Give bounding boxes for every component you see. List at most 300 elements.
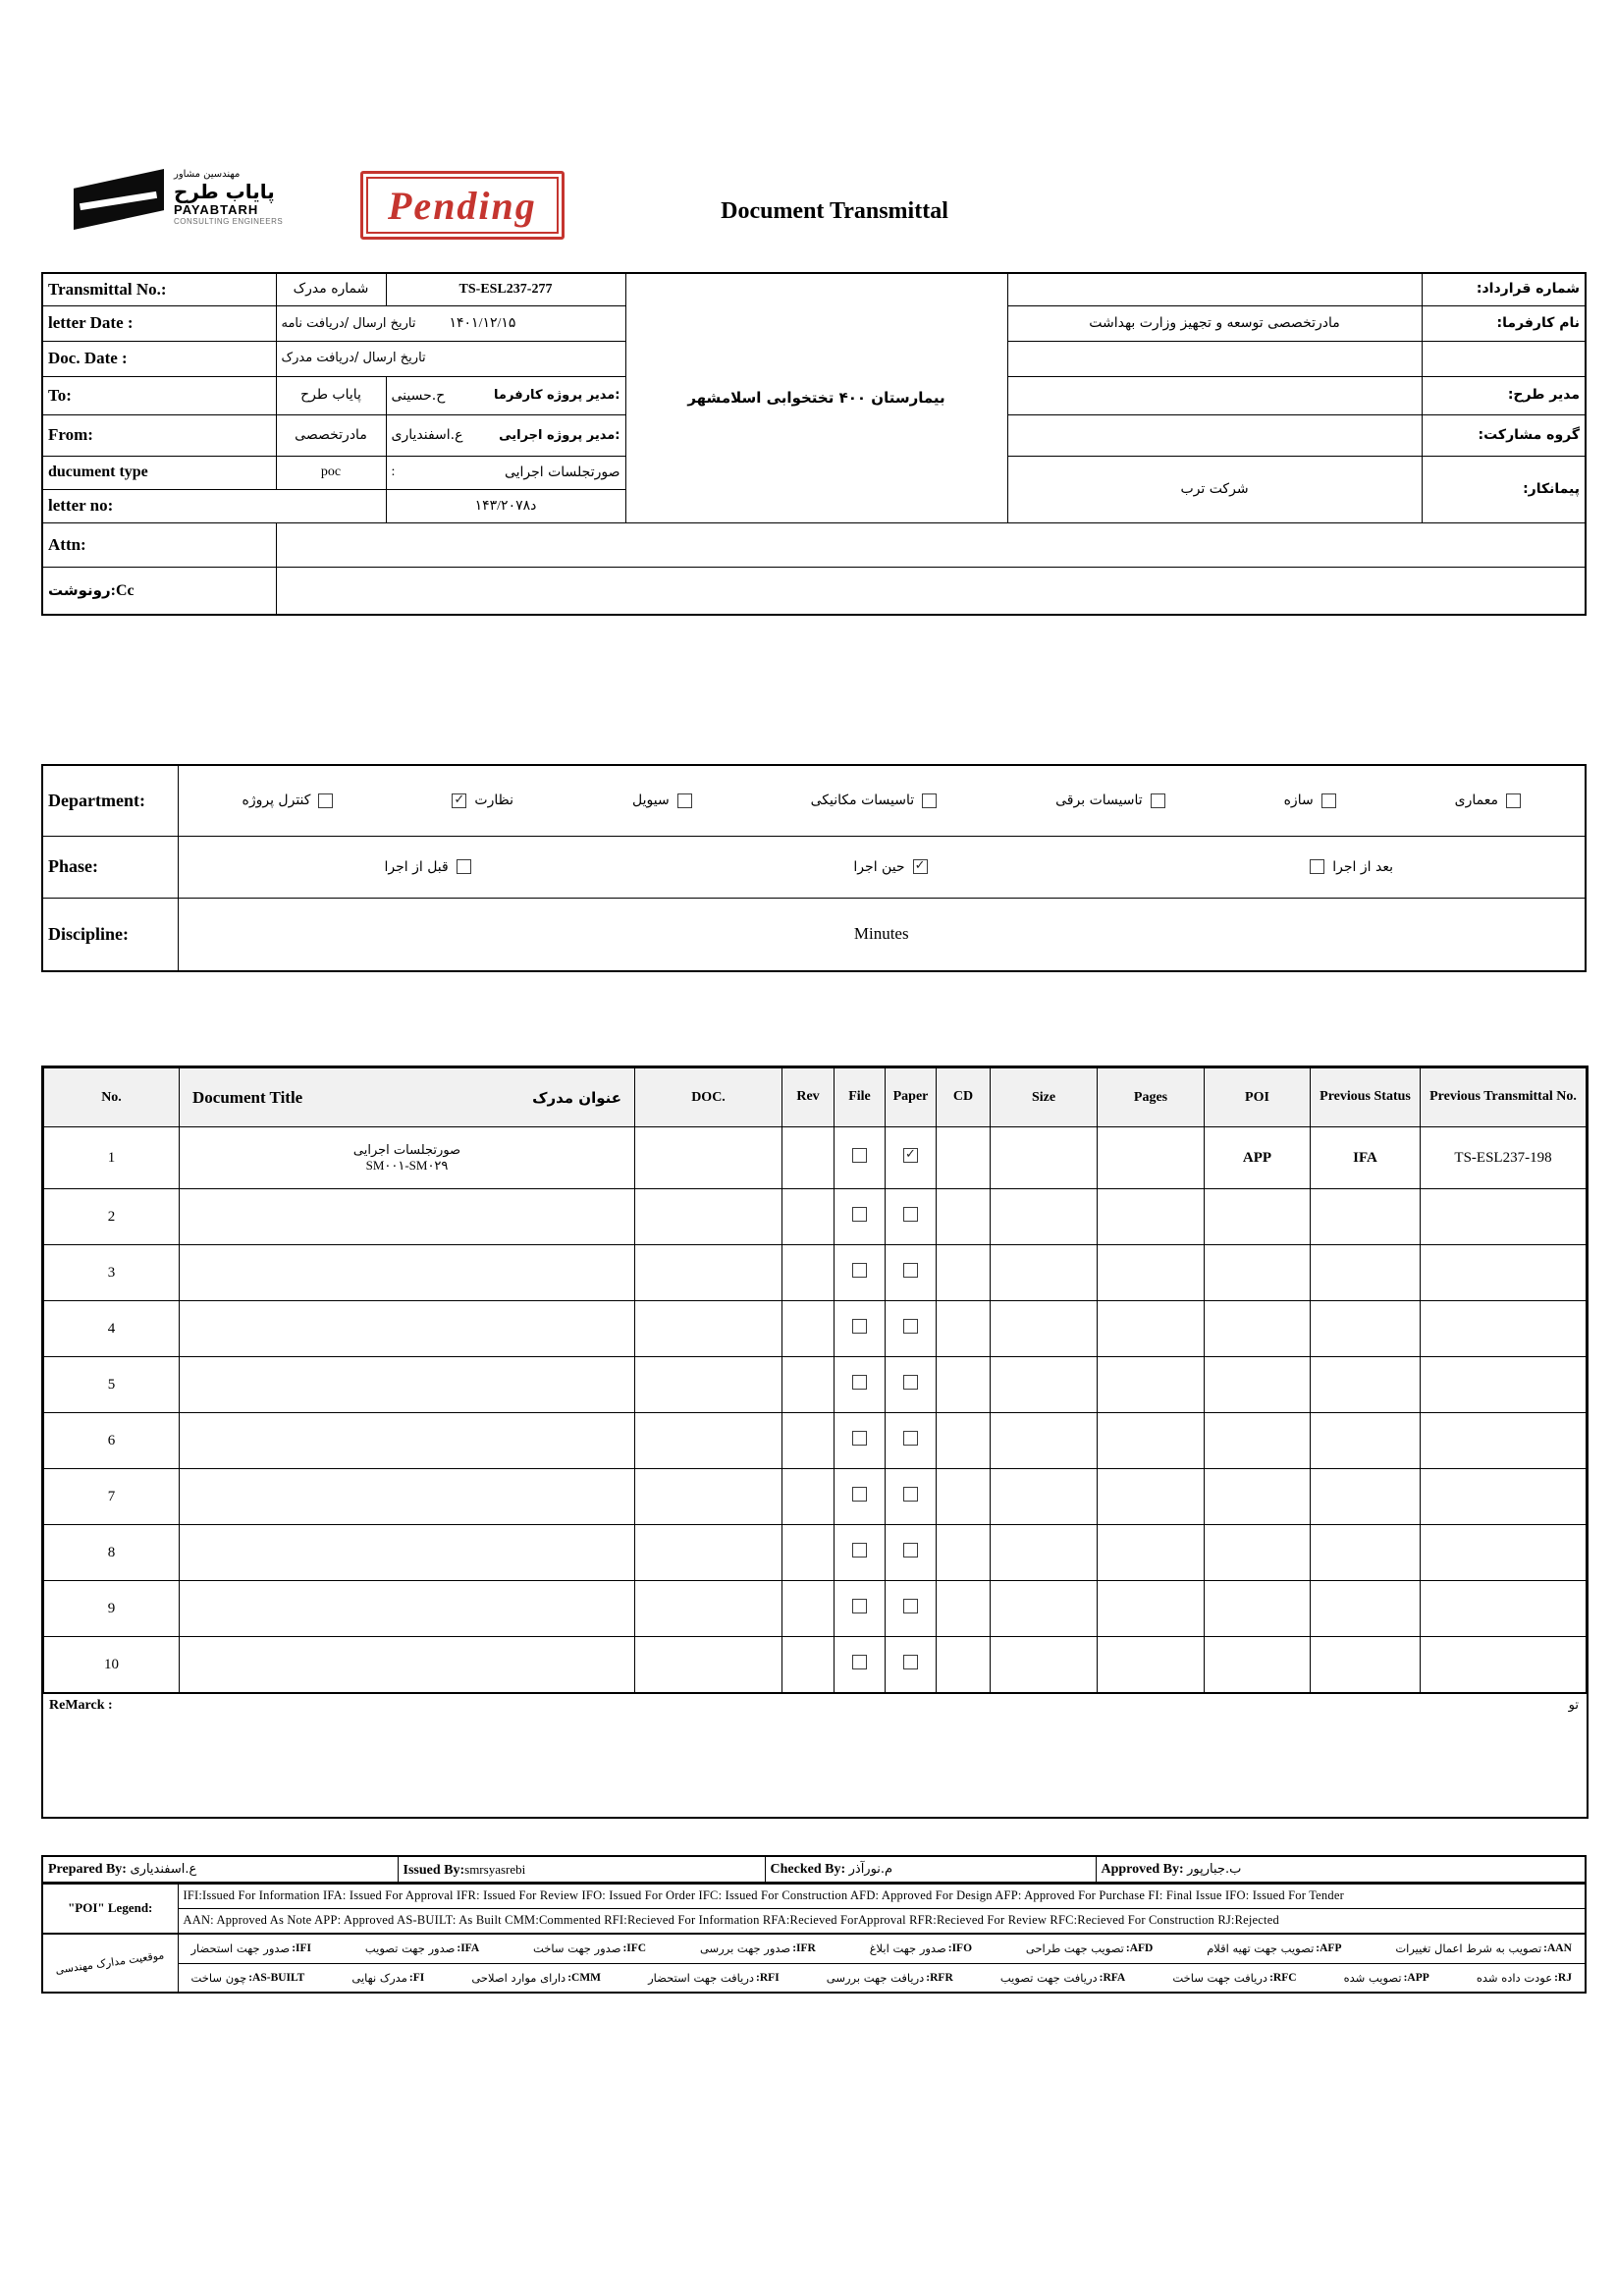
department-checkbox[interactable] bbox=[1506, 793, 1521, 808]
department-checkbox[interactable] bbox=[1321, 793, 1336, 808]
legend-entry-code: :IFC bbox=[622, 1942, 647, 1955]
legend-entry-code: :AFD bbox=[1125, 1942, 1154, 1955]
file-checkbox[interactable] bbox=[852, 1543, 867, 1558]
cell-prev-status bbox=[1311, 1581, 1421, 1637]
letter-date-cell bbox=[276, 305, 625, 341]
cell-title bbox=[180, 1413, 635, 1469]
legend-entry-cmm bbox=[471, 1971, 601, 1985]
phase-options-cell bbox=[178, 836, 1586, 898]
contract-no-value-cell bbox=[1007, 273, 1422, 305]
legend-entry-fa: چون ساخت bbox=[190, 1970, 247, 1985]
fa-legend-table bbox=[41, 1933, 1587, 1994]
cell-size bbox=[991, 1525, 1098, 1581]
header-pages: Pages bbox=[1098, 1068, 1205, 1127]
contractor-label bbox=[1422, 456, 1586, 522]
department-option-label: نظارت bbox=[474, 793, 514, 809]
doc-table-row bbox=[44, 1127, 1587, 1189]
executive-pm-cell bbox=[386, 414, 625, 456]
cell-no: 5 bbox=[44, 1357, 180, 1413]
poi-legend-label: "POI" Legend: bbox=[42, 1883, 178, 1934]
paper-checkbox[interactable] bbox=[903, 1655, 918, 1669]
legend-entry-code: :IFI bbox=[292, 1942, 311, 1955]
cell-no: 10 bbox=[44, 1637, 180, 1693]
signature-table bbox=[41, 1855, 1587, 1885]
cell-paper bbox=[886, 1413, 937, 1469]
legend-entry-code: :AS-BUILT bbox=[248, 1971, 305, 1984]
cell-title bbox=[180, 1245, 635, 1301]
header-file: File bbox=[835, 1068, 886, 1127]
legend-entry-fa: عودت داده شده bbox=[1476, 1970, 1553, 1985]
client-pm-cell bbox=[386, 376, 625, 414]
cell-poi bbox=[1205, 1301, 1311, 1357]
file-checkbox[interactable] bbox=[852, 1148, 867, 1163]
legend-entry-code: :IFR bbox=[792, 1942, 816, 1955]
file-checkbox[interactable] bbox=[852, 1487, 867, 1502]
cell-prev-transmittal bbox=[1421, 1413, 1587, 1469]
legend-entry-aan bbox=[1395, 1941, 1572, 1955]
header-cd: CD bbox=[937, 1068, 991, 1127]
department-option-label: معماری bbox=[1454, 793, 1498, 809]
phase-option-label: قبل از اجرا bbox=[384, 858, 449, 875]
document-list-section bbox=[41, 1066, 1589, 1819]
right-empty-label-cell bbox=[1422, 341, 1586, 376]
contractor-value bbox=[1007, 456, 1422, 522]
department-option-5[interactable] bbox=[1284, 793, 1336, 808]
cell-size bbox=[991, 1413, 1098, 1469]
cell-cd bbox=[937, 1637, 991, 1693]
cell-prev-transmittal bbox=[1421, 1637, 1587, 1693]
doc-table-row bbox=[44, 1637, 1587, 1693]
legend-entry-code: :RFI bbox=[756, 1971, 780, 1984]
department-option-label: کنترل پروژه bbox=[242, 793, 311, 809]
department-checkbox[interactable] bbox=[318, 793, 333, 808]
document-type-fa: صورتجلسات اجرایی bbox=[504, 465, 620, 480]
cell-pages bbox=[1098, 1357, 1205, 1413]
cell-paper bbox=[886, 1581, 937, 1637]
cell-title bbox=[180, 1357, 635, 1413]
cell-no: 7 bbox=[44, 1469, 180, 1525]
page-title: Document Transmittal bbox=[721, 198, 948, 224]
document-type-colon: : bbox=[391, 465, 396, 479]
file-checkbox[interactable] bbox=[852, 1599, 867, 1613]
legend-entry-rfc bbox=[1172, 1971, 1296, 1985]
legend-entry-afp bbox=[1207, 1941, 1341, 1955]
paper-checkbox[interactable] bbox=[903, 1487, 918, 1502]
design-manager-label bbox=[1422, 376, 1586, 414]
department-options-cell bbox=[178, 765, 1586, 836]
legend-entry-code: :APP bbox=[1403, 1971, 1429, 1984]
fa-legend-label bbox=[42, 1934, 178, 1993]
project-name-cell bbox=[625, 273, 1007, 522]
cc-label-en: :Cc bbox=[110, 581, 135, 599]
from-value bbox=[276, 414, 386, 456]
file-checkbox[interactable] bbox=[852, 1263, 867, 1278]
cell-size bbox=[991, 1581, 1098, 1637]
header-paper: Paper bbox=[886, 1068, 937, 1127]
doc-table-row bbox=[44, 1189, 1587, 1245]
cc-label bbox=[42, 567, 276, 615]
cell-no: 1 bbox=[44, 1127, 180, 1189]
legend-entry-code: :RFA bbox=[1099, 1971, 1126, 1984]
cell-title bbox=[180, 1637, 635, 1693]
cell-prev-status bbox=[1311, 1469, 1421, 1525]
doc-date-label: Doc. Date : bbox=[42, 341, 276, 376]
paper-checkbox[interactable] bbox=[903, 1207, 918, 1222]
cell-rev bbox=[782, 1357, 835, 1413]
legend-entry-ifc bbox=[533, 1941, 646, 1955]
doc-table-row bbox=[44, 1581, 1587, 1637]
cell-prev-status bbox=[1311, 1413, 1421, 1469]
cell-doc bbox=[635, 1413, 782, 1469]
document-type-label: ducument type bbox=[42, 456, 276, 489]
department-option-label: سازه bbox=[1283, 793, 1314, 809]
approved-by-label: Approved By: bbox=[1101, 1862, 1184, 1877]
department-option-2[interactable] bbox=[632, 793, 692, 808]
paper-checkbox[interactable] bbox=[903, 1263, 918, 1278]
poi-legend-table bbox=[41, 1882, 1587, 1935]
cell-rev bbox=[782, 1127, 835, 1189]
client-name-label bbox=[1422, 305, 1586, 341]
cell-size bbox=[991, 1245, 1098, 1301]
letter-date-value: ۱۴۰۱/۱۲/۱۵ bbox=[449, 315, 516, 331]
jv-label bbox=[1422, 414, 1586, 456]
doc-table-row bbox=[44, 1357, 1587, 1413]
transmittal-no-label: Transmittal No.: bbox=[42, 273, 276, 305]
approved-by-value: ب.جبارپور bbox=[1187, 1862, 1242, 1877]
cell-file bbox=[835, 1127, 886, 1189]
department-checkbox[interactable] bbox=[677, 793, 692, 808]
department-label: Department: bbox=[42, 765, 178, 836]
cell-doc bbox=[635, 1581, 782, 1637]
legend-entry-code: :RFC bbox=[1269, 1971, 1297, 1984]
to-value-text: پایاب طرح bbox=[300, 387, 361, 403]
legend-entry-fa: صدور جهت ساخت bbox=[533, 1941, 621, 1956]
cell-paper bbox=[886, 1469, 937, 1525]
letter-no-label: letter no: bbox=[42, 489, 386, 522]
cell-prev-status bbox=[1311, 1357, 1421, 1413]
cell-pages bbox=[1098, 1525, 1205, 1581]
legend-entry-code: :IFO bbox=[947, 1942, 973, 1955]
checked-by-label: Checked By: bbox=[770, 1862, 846, 1877]
file-checkbox[interactable] bbox=[852, 1655, 867, 1669]
cell-no: 9 bbox=[44, 1581, 180, 1637]
legend-entry-fa: تصویب جهت طراحی bbox=[1025, 1941, 1124, 1956]
cell-doc bbox=[635, 1525, 782, 1581]
phase-option-1[interactable] bbox=[853, 859, 927, 875]
payabtarh-logo-icon bbox=[74, 169, 164, 230]
cell-rev bbox=[782, 1301, 835, 1357]
department-option-1[interactable] bbox=[452, 793, 513, 808]
phase-option-label: حین اجرا bbox=[853, 858, 905, 875]
header-table bbox=[41, 272, 1587, 616]
from-label: From: bbox=[42, 414, 276, 456]
paper-checkbox[interactable] bbox=[903, 1375, 918, 1390]
company-logo-text bbox=[174, 169, 283, 227]
legend-entry-afd bbox=[1026, 1941, 1153, 1955]
cell-cd bbox=[937, 1245, 991, 1301]
legend-entry-fa: دریافت جهت بررسی bbox=[826, 1970, 925, 1985]
cell-file bbox=[835, 1413, 886, 1469]
jv-label-text: گروه مشارکت: bbox=[1478, 426, 1580, 443]
jv-value-cell bbox=[1007, 414, 1422, 456]
cell-title bbox=[180, 1189, 635, 1245]
pending-stamp-inner bbox=[366, 177, 559, 234]
logo-consultants-line: مهندسین مشاور bbox=[174, 169, 241, 180]
cell-rev bbox=[782, 1413, 835, 1469]
cell-poi bbox=[1205, 1637, 1311, 1693]
cell-prev-transmittal bbox=[1421, 1581, 1587, 1637]
doc-table-row bbox=[44, 1525, 1587, 1581]
cell-poi bbox=[1205, 1245, 1311, 1301]
phase-checkbox[interactable] bbox=[1310, 859, 1324, 874]
letter-date-label-fa: تاریخ ارسال /دریافت نامه bbox=[281, 315, 416, 331]
cell-poi bbox=[1205, 1413, 1311, 1469]
cell-size bbox=[991, 1127, 1098, 1189]
legend-entry-code: :AFP bbox=[1316, 1942, 1342, 1955]
cell-no: 3 bbox=[44, 1245, 180, 1301]
poi-legend-line2: AAN: Approved As Note APP: Approved AS-BUILT: As Built CMM:Commented RFI:Recieved For Information RFA:Recieved ForApproval RFR:Recieved For Review RFC:Recieved For Construction RJ:Rejected bbox=[178, 1908, 1586, 1934]
legend-entry-app bbox=[1344, 1971, 1429, 1985]
legend-entry-code: :AAN bbox=[1543, 1942, 1572, 1955]
legend-entry-ifo bbox=[870, 1941, 972, 1955]
header-previous-status: Previous Status bbox=[1311, 1068, 1421, 1127]
discipline-value: Minutes bbox=[178, 898, 1586, 971]
cell-prev-transmittal bbox=[1421, 1245, 1587, 1301]
cell-pages bbox=[1098, 1413, 1205, 1469]
cell-poi bbox=[1205, 1469, 1311, 1525]
cell-rev bbox=[782, 1245, 835, 1301]
paper-checkbox[interactable] bbox=[903, 1599, 918, 1613]
cell-prev-status bbox=[1311, 1525, 1421, 1581]
doc-date-cell bbox=[276, 341, 625, 376]
doc-table-row bbox=[44, 1301, 1587, 1357]
cell-prev-status bbox=[1311, 1301, 1421, 1357]
header-previous-transmittal: Previous Transmittal No. bbox=[1421, 1068, 1587, 1127]
document-type-value: poc bbox=[276, 456, 386, 489]
legend-entry-fa: تصویب جهت تهیه اقلام bbox=[1207, 1941, 1315, 1956]
to-label: To: bbox=[42, 376, 276, 414]
cell-prev-status bbox=[1311, 1189, 1421, 1245]
cell-paper bbox=[886, 1525, 937, 1581]
department-checkbox[interactable] bbox=[1151, 793, 1165, 808]
legend-entry-fa: صدور جهت تصویب bbox=[364, 1941, 456, 1956]
cell-size bbox=[991, 1469, 1098, 1525]
poi-legend-line1: IFI:Issued For Information IFA: Issued For Approval IFR: Issued For Review IFO: Issued For Order IFC: Issued For Construction AFD: Approved For Design AFP: Approved For Purchase FI: Final Issue IFO: Issued For Tender bbox=[178, 1883, 1586, 1908]
cell-doc bbox=[635, 1127, 782, 1189]
legend-entry-fa: صدور جهت ابلاغ bbox=[869, 1941, 946, 1956]
cell-poi bbox=[1205, 1189, 1311, 1245]
cell-poi bbox=[1205, 1581, 1311, 1637]
document-title-fa: صورتجلسات اجرایی bbox=[352, 1142, 461, 1158]
executive-pm-label: مدیر پروژه اجرایی: bbox=[499, 427, 620, 443]
cell-file bbox=[835, 1581, 886, 1637]
phase-option-0[interactable] bbox=[385, 859, 471, 875]
legend-entry-rfr bbox=[827, 1971, 953, 1985]
cell-prev-transmittal bbox=[1421, 1357, 1587, 1413]
cell-no: 8 bbox=[44, 1525, 180, 1581]
legend-entry-ifi bbox=[191, 1941, 312, 1955]
contractor-value-text: شرکت ترب bbox=[1180, 480, 1249, 497]
cell-rev bbox=[782, 1525, 835, 1581]
paper-checkbox[interactable] bbox=[903, 1319, 918, 1334]
cell-paper bbox=[886, 1357, 937, 1413]
contract-no-label bbox=[1422, 273, 1586, 305]
legend-entry-rj bbox=[1477, 1971, 1572, 1985]
department-option-label: تاسیسات مکانیکی bbox=[810, 793, 915, 809]
phase-label: Phase: bbox=[42, 836, 178, 898]
document-table bbox=[43, 1067, 1587, 1693]
phase-checkbox[interactable] bbox=[457, 859, 471, 874]
cell-rev bbox=[782, 1637, 835, 1693]
cell-file bbox=[835, 1301, 886, 1357]
cell-no: 2 bbox=[44, 1189, 180, 1245]
header-no: No. bbox=[44, 1068, 180, 1127]
header-poi: POI bbox=[1205, 1068, 1311, 1127]
department-option-3[interactable] bbox=[811, 793, 938, 808]
cell-cd bbox=[937, 1189, 991, 1245]
department-checkbox[interactable] bbox=[922, 793, 937, 808]
cell-prev-status bbox=[1311, 1637, 1421, 1693]
cell-poi: APP bbox=[1205, 1127, 1311, 1189]
fa-legend-row2 bbox=[184, 1971, 1581, 1985]
cell-file bbox=[835, 1357, 886, 1413]
file-checkbox[interactable] bbox=[852, 1319, 867, 1334]
executive-pm-name: ع.اسفندیاری bbox=[391, 427, 463, 443]
fa-legend-row2-cell bbox=[178, 1963, 1586, 1993]
cell-paper bbox=[886, 1127, 937, 1189]
contract-no-label-text: شماره قرارداد: bbox=[1476, 281, 1580, 298]
cell-pages bbox=[1098, 1637, 1205, 1693]
cell-file bbox=[835, 1245, 886, 1301]
prepared-by-label: Prepared By: bbox=[48, 1862, 127, 1877]
pending-stamp-text: Pending bbox=[388, 183, 537, 228]
cell-size bbox=[991, 1301, 1098, 1357]
checked-by-value: م.نورآذر bbox=[848, 1862, 893, 1877]
cell-doc bbox=[635, 1189, 782, 1245]
legend-entry-fa: دریافت جهت تصویب bbox=[999, 1970, 1098, 1985]
cell-title bbox=[180, 1127, 635, 1189]
doc-number-label-text: شماره مدرک bbox=[293, 281, 369, 298]
paper-checkbox[interactable] bbox=[903, 1431, 918, 1446]
classification-table bbox=[41, 764, 1587, 972]
doc-date-label-fa: تاریخ ارسال /دریافت مدرک bbox=[281, 351, 426, 365]
file-checkbox[interactable] bbox=[852, 1431, 867, 1446]
header-title-en: Document Title bbox=[192, 1087, 303, 1107]
cell-prev-status: IFA bbox=[1311, 1127, 1421, 1189]
cell-size bbox=[991, 1357, 1098, 1413]
cell-rev bbox=[782, 1581, 835, 1637]
discipline-label: Discipline: bbox=[42, 898, 178, 971]
legend-entry-rfi bbox=[648, 1971, 780, 1985]
legend-entry-fa: مدرک نهایی bbox=[351, 1970, 407, 1985]
department-option-6[interactable] bbox=[1455, 793, 1521, 808]
letter-date-label: letter Date : bbox=[42, 305, 276, 341]
cell-cd bbox=[937, 1301, 991, 1357]
cell-paper bbox=[886, 1189, 937, 1245]
checked-by-cell bbox=[765, 1856, 1096, 1884]
document-type-fa-cell bbox=[386, 456, 625, 489]
cell-cd bbox=[937, 1357, 991, 1413]
cell-prev-transmittal bbox=[1421, 1469, 1587, 1525]
pending-stamp bbox=[360, 171, 565, 240]
attn-label: Attn: bbox=[42, 522, 276, 567]
approved-by-cell bbox=[1096, 1856, 1586, 1884]
legend-entry-code: :IFA bbox=[457, 1942, 480, 1955]
department-option-label: تاسیسات برقی bbox=[1055, 793, 1143, 809]
fa-legend-row1-cell bbox=[178, 1934, 1586, 1963]
logo-subtitle: CONSULTING ENGINEERS bbox=[174, 217, 284, 227]
cell-paper bbox=[886, 1637, 937, 1693]
doc-number-label bbox=[276, 273, 386, 305]
right-empty-value-cell bbox=[1007, 341, 1422, 376]
cell-cd bbox=[937, 1581, 991, 1637]
cell-size bbox=[991, 1637, 1098, 1693]
doc-table-row bbox=[44, 1413, 1587, 1469]
cell-paper bbox=[886, 1301, 937, 1357]
header-rev: Rev bbox=[782, 1068, 835, 1127]
cell-doc bbox=[635, 1469, 782, 1525]
remark-label: ReMarck : bbox=[49, 1698, 113, 1713]
paper-checkbox[interactable] bbox=[903, 1543, 918, 1558]
cell-prev-transmittal bbox=[1421, 1525, 1587, 1581]
design-manager-label-text: مدیر طرح: bbox=[1507, 387, 1580, 403]
from-value-text: مادرتخصصی bbox=[295, 426, 367, 443]
legend-entry-fa: دریافت جهت استحضار bbox=[648, 1970, 755, 1985]
cell-file bbox=[835, 1525, 886, 1581]
remark-section bbox=[43, 1693, 1587, 1817]
logo-name-fa: پایاب طرح bbox=[174, 179, 275, 203]
paper-checkbox-checked[interactable] bbox=[903, 1148, 918, 1163]
legend-entry-ifa bbox=[365, 1941, 479, 1955]
file-checkbox[interactable] bbox=[852, 1375, 867, 1390]
cell-rev bbox=[782, 1469, 835, 1525]
legend-entry-fa: صدور جهت بررسی bbox=[699, 1941, 791, 1956]
doc-table-row bbox=[44, 1245, 1587, 1301]
legend-entry-fa: تصویب شده bbox=[1343, 1970, 1402, 1985]
legend-entry-fa: دارای موارد اصلاحی bbox=[471, 1970, 566, 1985]
legend-entry-code: :RJ bbox=[1554, 1971, 1572, 1984]
header-title-fa: عنوان مدرک bbox=[532, 1088, 621, 1107]
department-option-0[interactable] bbox=[242, 793, 334, 808]
cell-doc bbox=[635, 1637, 782, 1693]
legend-entry-rfa bbox=[1000, 1971, 1125, 1985]
cell-file bbox=[835, 1469, 886, 1525]
project-name: بیمارستان ۴۰۰ تختخوابی اسلامشهر bbox=[687, 388, 945, 407]
cell-pages bbox=[1098, 1301, 1205, 1357]
cell-poi bbox=[1205, 1525, 1311, 1581]
client-name-value-text: مادرتخصصی توسعه و تجهیز وزارت بهداشت bbox=[1089, 314, 1340, 331]
issued-by-cell bbox=[398, 1856, 765, 1884]
cell-poi bbox=[1205, 1357, 1311, 1413]
header-title bbox=[180, 1068, 635, 1127]
department-option-4[interactable] bbox=[1055, 793, 1164, 808]
cell-pages bbox=[1098, 1189, 1205, 1245]
phase-option-2[interactable] bbox=[1310, 859, 1393, 875]
cell-cd bbox=[937, 1127, 991, 1189]
department-checkbox-checked[interactable] bbox=[452, 793, 466, 808]
transmittal-no-value: TS-ESL237-277 bbox=[386, 273, 625, 305]
phase-checkbox-checked[interactable] bbox=[913, 859, 928, 874]
cell-file bbox=[835, 1637, 886, 1693]
file-checkbox[interactable] bbox=[852, 1207, 867, 1222]
client-pm-label: مدیر پروژه کارفرما: bbox=[494, 388, 620, 403]
cell-pages bbox=[1098, 1245, 1205, 1301]
legend-entry-fa: دریافت جهت ساخت bbox=[1172, 1970, 1268, 1985]
cell-pages bbox=[1098, 1581, 1205, 1637]
cell-prev-transmittal: TS-ESL237-198 bbox=[1421, 1127, 1587, 1189]
document-title-code: SM۰۰۱-SM۰۲۹ bbox=[365, 1157, 449, 1173]
cell-cd bbox=[937, 1469, 991, 1525]
